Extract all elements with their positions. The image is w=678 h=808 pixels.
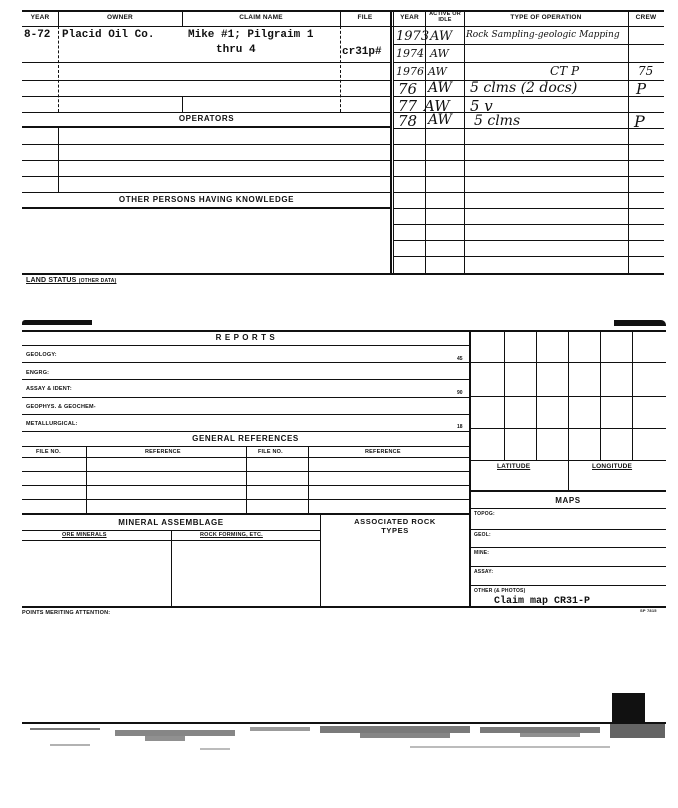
- op-status: AW: [428, 80, 452, 96]
- ref-reference-1: REFERENCE: [145, 449, 181, 455]
- rock-forming-header: ROCK FORMING, ETC.: [200, 532, 263, 538]
- col-year2-header: YEAR: [400, 14, 419, 21]
- land-status-label: [26, 277, 116, 284]
- maps-topog: TOPOG:: [474, 511, 495, 517]
- col-active-idle-header: ACTIVE OR IDLE: [429, 11, 461, 23]
- margin-number-90: 90: [457, 390, 463, 396]
- claim-name-line1: Mike #1; Pilgraim 1: [188, 29, 314, 41]
- ref-file-no-2: FILE NO.: [258, 449, 283, 455]
- ore-minerals-header: ORE MINERALS: [62, 532, 107, 538]
- report-geophys: GEOPHYS. & GEOCHEM-: [26, 404, 96, 410]
- op-status: AW: [428, 112, 452, 128]
- margin-number-45: 45: [457, 356, 463, 362]
- col-claim-name-header: CLAIM NAME: [239, 14, 283, 21]
- report-engrg: ENGRG:: [26, 370, 50, 376]
- op-type: CT P: [550, 64, 580, 78]
- file-number: cr31p#: [342, 46, 382, 58]
- mineral-assemblage-title: MINERAL ASSEMBLAGE: [118, 518, 224, 527]
- op-year: 78: [398, 112, 418, 130]
- claim-name-line2: thru 4: [216, 44, 256, 56]
- col-file-header: FILE: [357, 14, 373, 21]
- points-meriting-attention: POINTS MERITING ATTENTION:: [22, 610, 111, 616]
- op-type: 5 clms (2 docs): [470, 80, 578, 96]
- operators-label: OPERATORS: [178, 114, 235, 123]
- reports-title: R E P O R T S: [215, 333, 276, 342]
- maps-assay: ASSAY:: [474, 569, 494, 575]
- claim-map-reference: Claim map CR31-P: [494, 596, 591, 607]
- maps-geol: GEOL:: [474, 532, 491, 538]
- op-year: 1974: [396, 47, 424, 60]
- op-status: AW: [430, 47, 449, 60]
- col-year-header: YEAR: [30, 14, 50, 21]
- latitude-label: LATITUDE: [497, 463, 531, 470]
- associated-rock-types: ASSOCIATED ROCK TYPES: [354, 517, 436, 535]
- op-status: AW: [428, 65, 447, 78]
- owner-name: Placid Oil Co.: [62, 29, 155, 41]
- ref-reference-2: REFERENCE: [365, 449, 401, 455]
- maps-title: MAPS: [555, 496, 581, 505]
- op-type: 5 v: [470, 97, 493, 115]
- op-status: AW: [430, 29, 453, 44]
- margin-number-18: 18: [457, 424, 463, 430]
- op-crew: P: [634, 112, 645, 131]
- col-type-operation-header: TYPE OF OPERATION: [510, 14, 582, 21]
- maps-mine: MINE:: [474, 550, 490, 556]
- op-crew: 75: [638, 64, 654, 78]
- col-crew-header: CREW: [635, 14, 657, 21]
- other-persons-label: OTHER PERSONS HAVING KNOWLEDGE: [118, 195, 295, 204]
- owner-year: 8-72: [24, 29, 51, 41]
- op-type: 5 clms: [474, 113, 521, 129]
- op-year: 76: [398, 80, 418, 98]
- report-assay: ASSAY & IDENT:: [26, 386, 72, 392]
- ref-file-no-1: FILE NO.: [36, 449, 61, 455]
- op-status: AW: [424, 97, 450, 115]
- land-status-title: LAND STATUS: [26, 277, 77, 284]
- maps-other: OTHER (& PHOTOS): [474, 588, 526, 594]
- longitude-label: LONGITUDE: [592, 463, 633, 470]
- report-geology: GEOLOGY:: [26, 352, 57, 358]
- op-year: 1976: [396, 65, 424, 78]
- op-type: Rock Sampling-geologic Mapping: [466, 30, 620, 40]
- form-code: SP 7815: [640, 608, 657, 613]
- op-crew: P: [636, 80, 647, 98]
- col-owner-header: OWNER: [107, 14, 133, 21]
- general-references-title: GENERAL REFERENCES: [192, 434, 299, 443]
- report-metallurgical: METALLURGICAL:: [26, 421, 78, 427]
- land-status-sub: (OTHER DATA): [78, 278, 117, 284]
- op-year: 77: [398, 97, 418, 115]
- op-year: 1973: [396, 29, 430, 44]
